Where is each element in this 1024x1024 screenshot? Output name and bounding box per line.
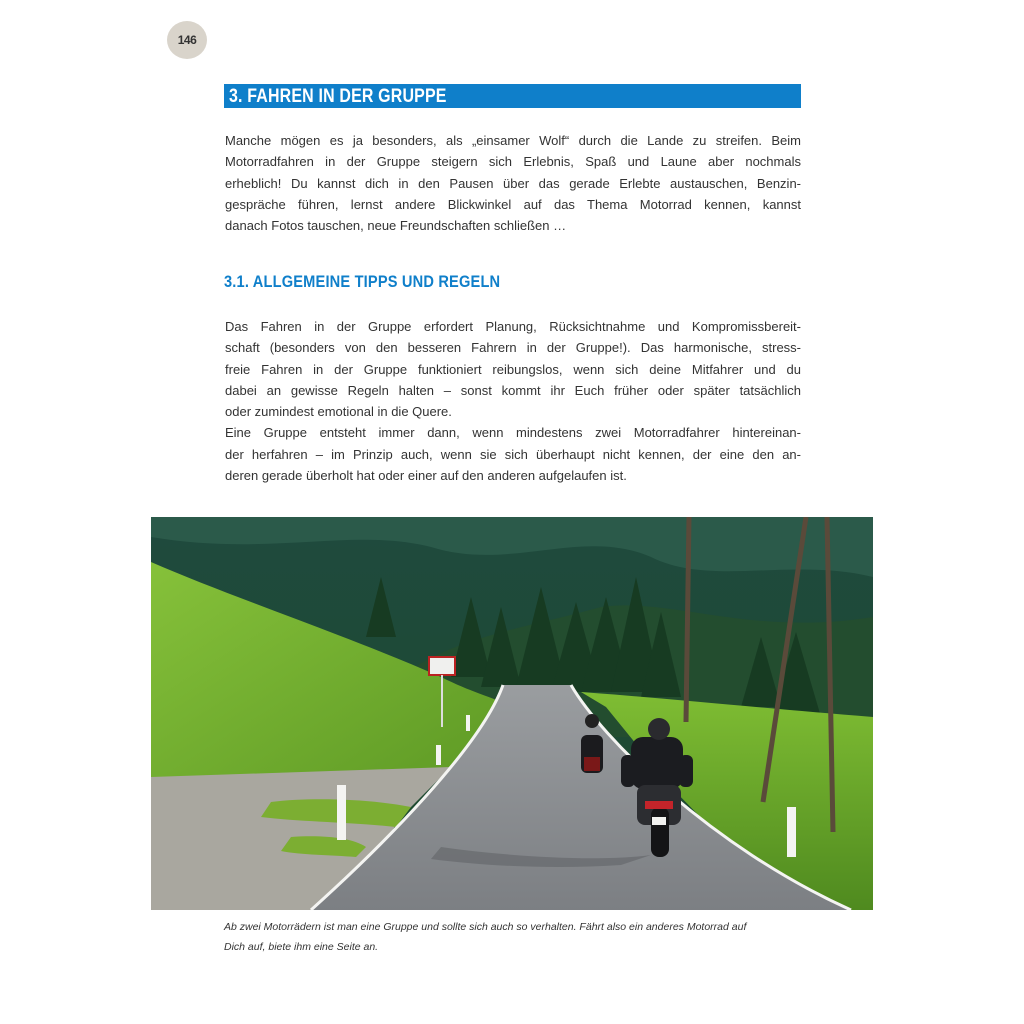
intro-line: Motorradfahren in der Gruppe steigern sich Erlebnis, Spaß und Laune aber nochmals bbox=[225, 154, 801, 170]
page-number: 146 bbox=[177, 33, 197, 47]
body-line: oder zumindest emotional in die Quere. bbox=[225, 404, 452, 420]
body-line: deren gerade überholt hat oder einer auf den anderen aufgelaufen ist. bbox=[225, 468, 627, 484]
body-paragraph bbox=[225, 316, 801, 486]
intro-line: danach Fotos tauschen, neue Freundschaften schließen … bbox=[225, 218, 567, 234]
page-number-badge bbox=[167, 21, 207, 59]
body-line: freie Fahren in der Gruppe funktioniert reibungslos, wenn sich deine Mitfahrer und du bbox=[225, 361, 801, 377]
intro-paragraph bbox=[225, 130, 801, 236]
intro-line: gespräche führen, lernst andere Blickwinkel auf das Thema Motorrad kennen, kannst bbox=[225, 196, 801, 212]
body-line: dabei an gewisse Regeln halten – sonst kommt ihr Euch früher oder später tatsächlich bbox=[225, 382, 801, 398]
caption-line: Ab zwei Motorrädern ist man eine Gruppe und sollte sich auch so verhalten. Fährt also ein anderes Motorrad auf bbox=[224, 921, 747, 933]
chapter-heading-bar bbox=[224, 84, 801, 108]
photo-caption bbox=[224, 917, 784, 957]
photo-illustration bbox=[151, 517, 873, 910]
intro-line: Manche mögen es ja besonders, als „einsamer Wolf“ durch die Lande zu streifen. Beim bbox=[225, 133, 801, 148]
caption-line: Dich auf, biete ihm eine Seite an. bbox=[224, 941, 379, 953]
body-line: der herfahren – im Prinzip auch, wenn sie sich überhaupt nicht kennen, der eine den an- bbox=[225, 446, 801, 462]
motorcycle-road-photo bbox=[151, 517, 873, 910]
chapter-title: 3. FAHREN IN DER GRUPPE bbox=[229, 86, 447, 107]
body-line: Das Fahren in der Gruppe erfordert Planung, Rücksichtnahme und Kompromissbereit- bbox=[225, 319, 801, 334]
body-line: Eine Gruppe entsteht immer dann, wenn mindestens zwei Motorradfahrer hintereinan- bbox=[225, 425, 801, 441]
section-title: 3.1. ALLGEMEINE TIPPS UND REGELN bbox=[224, 272, 501, 291]
intro-line: erheblich! Du kannst dich in den Pausen über das gerade Erlebte austauschen, Benzin- bbox=[225, 175, 801, 191]
body-line: schaft (besonders von den besseren Fahrern in der Gruppe!). Das harmonische, stress- bbox=[225, 340, 801, 356]
